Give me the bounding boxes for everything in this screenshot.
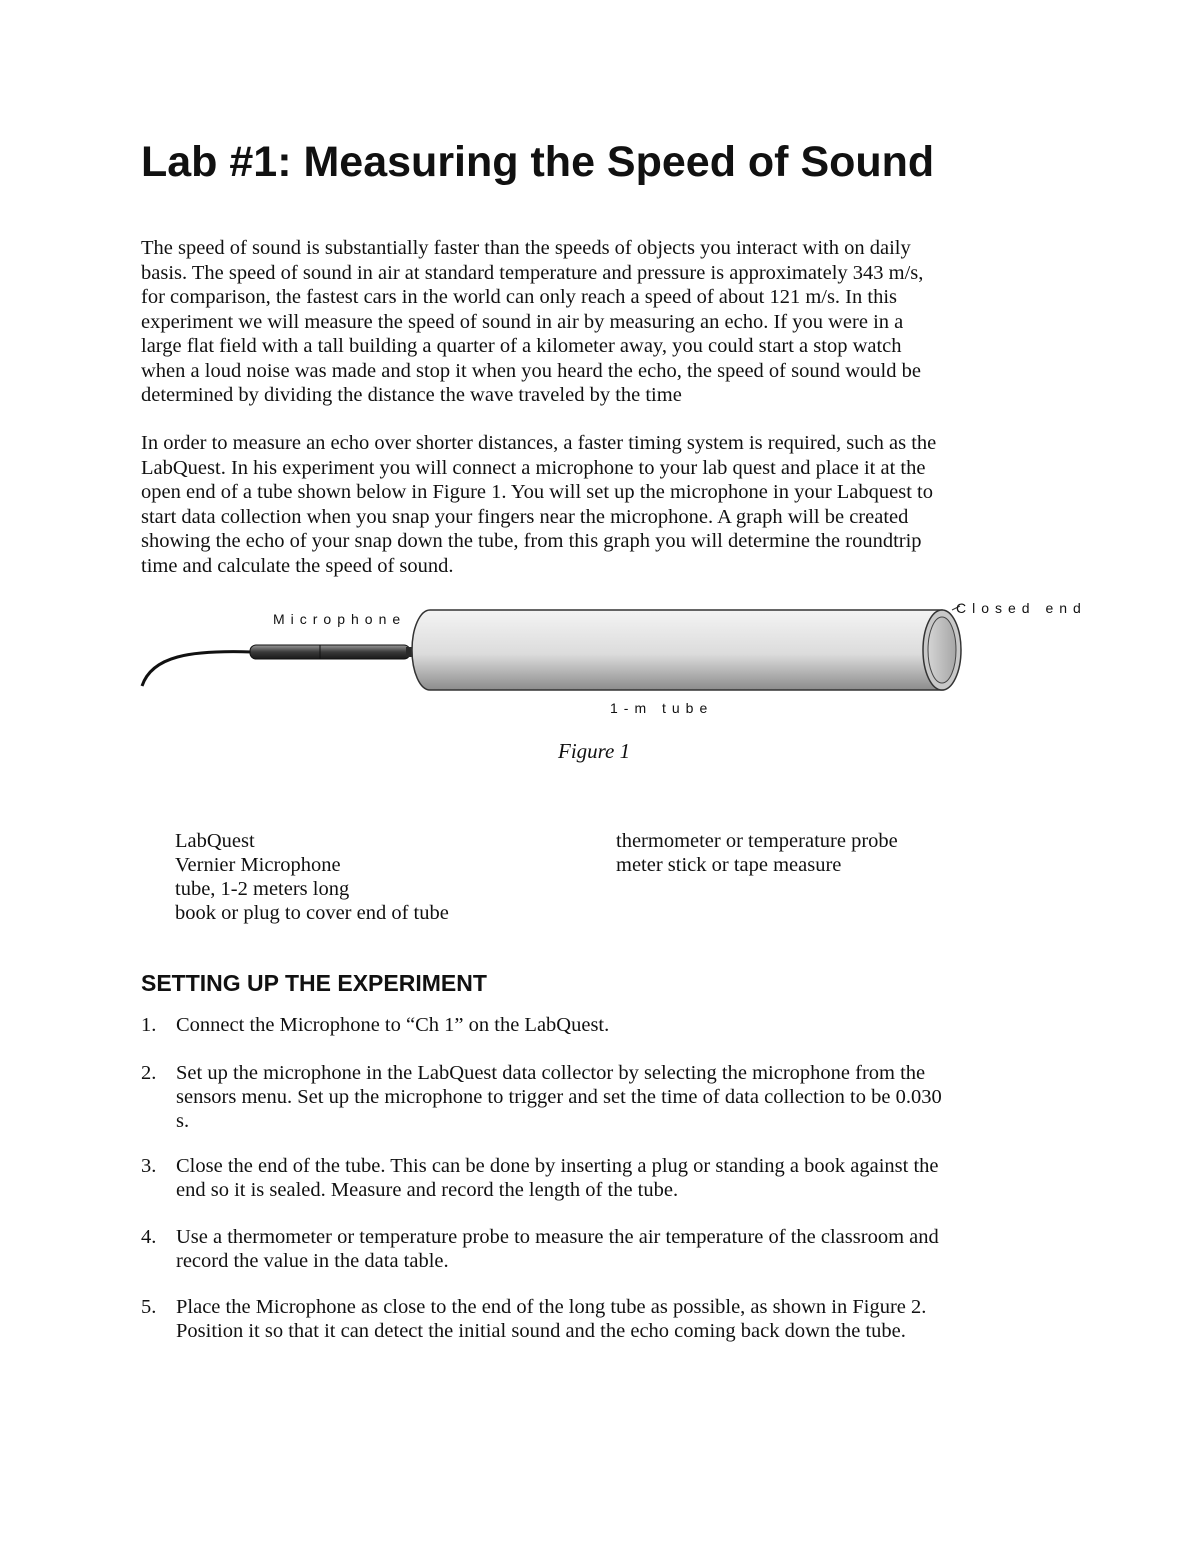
text-line: Connect the Microphone to “Ch 1” on the LabQuest. xyxy=(176,1014,610,1036)
step-number: 2. xyxy=(141,1062,157,1084)
text-line: time and calculate the speed of sound. xyxy=(141,554,454,577)
material-item: thermometer or temperature probe xyxy=(616,830,898,852)
text-line: s. xyxy=(176,1110,190,1132)
text-line: The speed of sound is substantially faster than the speeds of objects you interact with on daily xyxy=(141,237,911,259)
text-line: Close the end of the tube. This can be done by inserting a plug or standing a book against the xyxy=(176,1155,939,1177)
text-line: determined by dividing the distance the wave traveled by the time xyxy=(141,384,682,406)
text-line: open end of a tube shown below in Figure 1. You will set up the microphone in your Labquest to xyxy=(141,481,933,503)
step-number: 1. xyxy=(141,1014,157,1036)
microphone-tip xyxy=(406,647,412,657)
microphone-body xyxy=(250,645,410,659)
closed-end-label: Closed end xyxy=(956,600,1087,616)
page-title: Lab #1: Measuring the Speed of Sound xyxy=(141,138,935,186)
intro-paragraph-1 xyxy=(141,236,1071,408)
material-item: tube, 1-2 meters long xyxy=(175,878,350,900)
text-line: LabQuest. In his experiment you will connect a microphone to your lab quest and place it at the xyxy=(141,456,926,479)
tube-end-opening xyxy=(928,617,956,683)
step-number: 4. xyxy=(141,1226,157,1248)
intro-paragraph-2 xyxy=(141,431,1071,578)
text-line: experiment we will measure the speed of sound in air by measuring an echo. If you were in a xyxy=(141,310,904,333)
text-line: for comparison, the fastest cars in the world can only reach a speed of about 121 m/s. In this xyxy=(141,286,898,308)
microphone-label: Microphone xyxy=(273,611,407,627)
figure-1-diagram xyxy=(130,596,1087,731)
materials-list-left xyxy=(175,829,449,925)
text-line: Use a thermometer or temperature probe to measure the air temperature of the classroom and xyxy=(176,1226,939,1248)
text-line: when a loud noise was made and stop it when you heard the echo, the speed of sound would be xyxy=(141,359,921,382)
text-line: large flat field with a tall building a quarter of a kilometer away, you could start a stop watch xyxy=(141,335,902,357)
microphone-cable xyxy=(142,652,252,686)
step-text xyxy=(176,1154,939,1202)
materials-list-right xyxy=(616,829,898,877)
step-number: 5. xyxy=(141,1296,157,1318)
step-number: 3. xyxy=(141,1155,157,1177)
step-text xyxy=(176,1295,926,1343)
step-text xyxy=(176,1061,942,1133)
text-line: sensors menu. Set up the microphone to trigger and set the time of data collection to be 0.030 xyxy=(176,1086,942,1108)
material-item: Vernier Microphone xyxy=(175,854,341,876)
text-line: start data collection when you snap your fingers near the microphone. A graph will be created xyxy=(141,505,909,528)
text-line: end so it is sealed. Measure and record the length of the tube. xyxy=(176,1179,679,1201)
text-line: basis. The speed of sound in air at standard temperature and pressure is approximately 343 m/s, xyxy=(141,261,924,284)
text-line: In order to measure an echo over shorter distances, a faster timing system is required, such as the xyxy=(141,432,937,454)
text-line: showing the echo of your snap down the tube, from this graph you will determine the roundtrip xyxy=(141,530,922,552)
tube-body xyxy=(412,610,960,690)
figure-caption: Figure 1 xyxy=(558,739,631,763)
setup-heading: SETTING UP THE EXPERIMENT xyxy=(141,970,487,996)
text-line: Place the Microphone as close to the end of the long tube as possible, as shown in Figure 2. xyxy=(176,1296,927,1318)
material-item: book or plug to cover end of tube xyxy=(175,902,449,924)
tube-length-label: 1-m tube xyxy=(610,700,714,716)
material-item: LabQuest xyxy=(175,830,255,852)
text-line: Position it so that it can detect the initial sound and the echo coming back down the tube. xyxy=(176,1320,906,1342)
text-line: record the value in the data table. xyxy=(176,1250,449,1272)
material-item: meter stick or tape measure xyxy=(616,854,842,876)
step-text xyxy=(176,1013,609,1037)
text-line: Set up the microphone in the LabQuest data collector by selecting the microphone from the xyxy=(176,1062,926,1084)
step-text xyxy=(176,1225,939,1273)
